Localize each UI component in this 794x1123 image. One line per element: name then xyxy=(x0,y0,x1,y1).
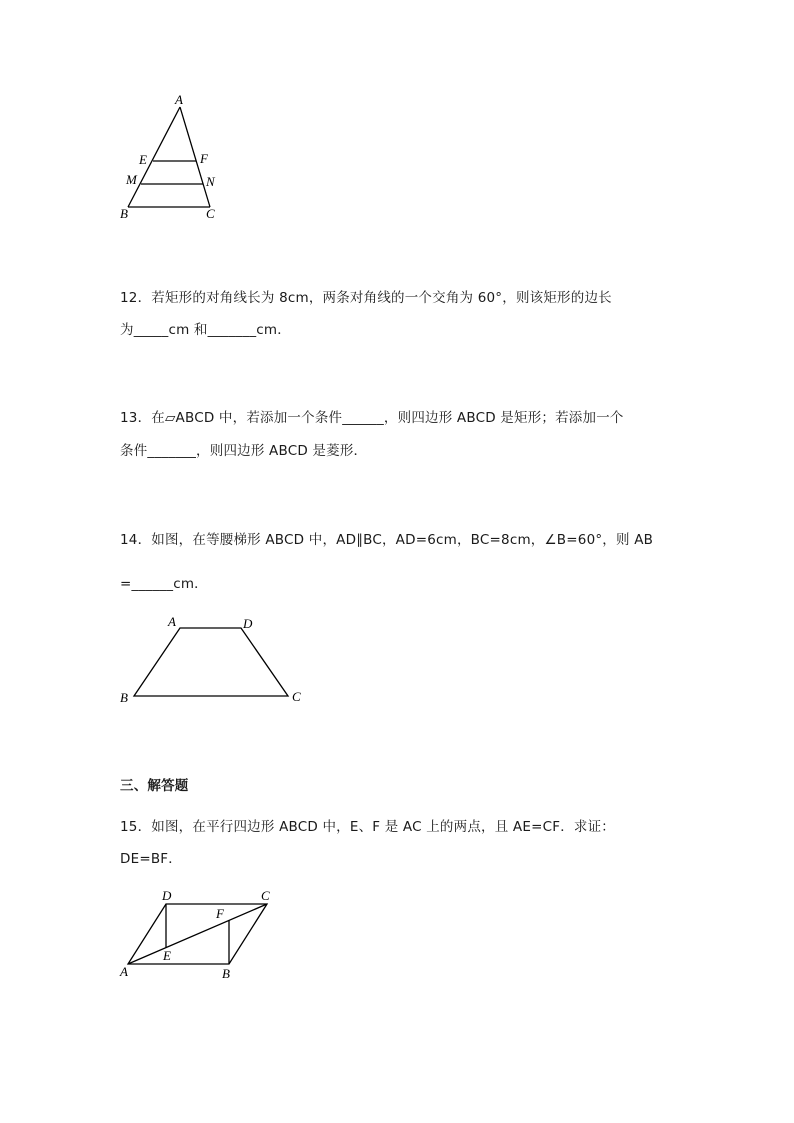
q15-line1: 15．如图，在平行四边形 ABCD 中，E、F 是 AC 上的两点，且 AE=CF．求证： xyxy=(120,819,615,835)
label-m: M xyxy=(126,172,137,187)
trapezoid-shape xyxy=(134,628,288,696)
label-e: E xyxy=(139,152,147,167)
label-e: E xyxy=(163,948,171,963)
q14-line2: =______cm． xyxy=(120,576,208,592)
q15-line2: DE=BF． xyxy=(120,851,182,867)
label-d: D xyxy=(162,888,172,903)
q12-line1: 12．若矩形的对角线长为 8cm，两条对角线的一个交角为 60°，则该矩形的边长 xyxy=(120,290,612,306)
label-b: B xyxy=(120,206,128,221)
triangle-figure xyxy=(110,90,230,230)
q12-line2: 为_____cm 和_______cm． xyxy=(120,322,291,338)
side-ab xyxy=(128,107,180,207)
parallelogram-figure xyxy=(110,880,290,985)
label-c: C xyxy=(292,689,301,704)
label-a: A xyxy=(175,92,183,107)
label-a: A xyxy=(168,614,176,629)
label-b: B xyxy=(222,966,230,981)
label-d: D xyxy=(243,616,253,631)
diagonal-ac xyxy=(128,904,267,964)
q13-line2: 条件_______，则四边形 ABCD 是菱形． xyxy=(120,443,368,459)
section-title: 三、解答题 xyxy=(120,778,189,794)
q14-line1: 14．如图，在等腰梯形 ABCD 中，AD∥BC，AD=6cm，BC=8cm，∠B=60°，则 AB xyxy=(120,532,654,548)
label-f: F xyxy=(200,151,208,166)
label-n: N xyxy=(206,174,215,189)
trapezoid-figure xyxy=(110,610,320,710)
label-b: B xyxy=(120,690,128,705)
label-c: C xyxy=(261,888,270,903)
label-c: C xyxy=(206,206,215,221)
label-f: F xyxy=(216,906,224,921)
label-a: A xyxy=(120,964,128,979)
q13-line1: 13．在▱ABCD 中，若添加一个条件______，则四边形 ABCD 是矩形；若添加一个 xyxy=(120,410,624,426)
